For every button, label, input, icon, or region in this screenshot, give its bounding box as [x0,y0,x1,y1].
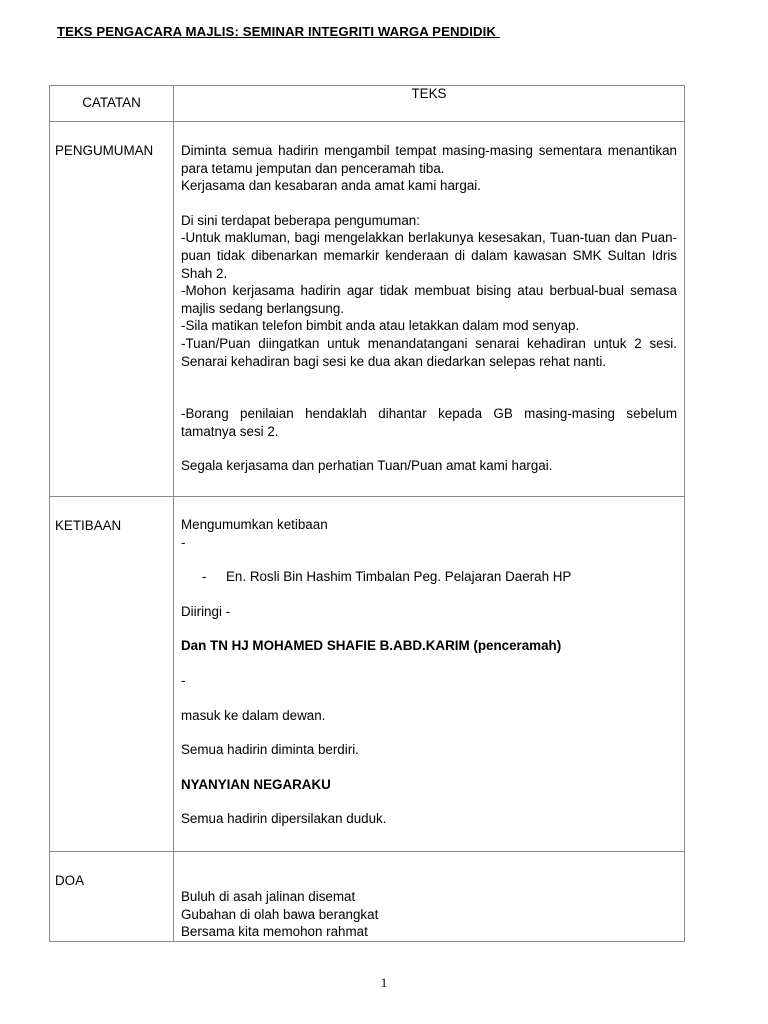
page-number: 1 [380,975,388,990]
pengumuman-paragraph-7: -Tuan/Puan diingatkan untuk menandatangani senarai kehadiran untuk 2 sesi. Senarai kehadiran bagi sesi ke dua akan diedarkan selepas rehat nanti. [181,335,677,369]
pengumuman-paragraph-5: -Mohon kerjasama hadirin agar tidak membuat bising atau berbual-bual semasa majlis sedang berlangsung. [181,283,677,316]
doa-line-3: Bersama kita memohon rahmat [181,924,368,940]
content-pengumuman [174,122,685,497]
pengumuman-paragraph-4: -Untuk makluman, bagi mengelakkan berlakunya kesesakan, Tuan-tuan dan Puan-puan tidak dibenarkan memarkir kenderaan di dalam kawasan SMK Sultan Idris Shah 2. [181,230,677,281]
ketibaan-line-9: NYANYIAN NEGARAKU [181,776,331,792]
table-row-pengumuman [50,122,685,497]
label-pengumuman: PENGUMUMAN [50,122,174,497]
ketibaan-line-1: Mengumumkan ketibaan [181,517,328,532]
doa-line-1: Buluh di asah jalinan disemat [181,889,356,904]
label-doa: DOA [50,852,174,942]
ketibaan-line-6: - [181,672,186,688]
ketibaan-line-3: En. Rosli Bin Hashim Timbalan Peg. Pelajaran Daerah HP [226,569,572,585]
pengumuman-paragraph-9: Segala kerjasama dan perhatian Tuan/Puan amat kami hargai. [181,458,553,474]
table-row-doa [50,852,685,942]
table-header-row [50,86,685,122]
ketibaan-bullet-line [181,568,677,586]
document-title: TEKS PENGACARA MAJLIS: SEMINAR INTEGRITI WARGA PENDIDIK [57,24,500,39]
ketibaan-line-8: Semua hadirin diminta berdiri. [181,742,359,758]
ketibaan-line-5: Dan TN HJ MOHAMED SHAFIE B.ABD.KARIM (penceramah) [181,638,562,654]
pengumuman-paragraph-3: Di sini terdapat beberapa pengumuman: [181,212,420,228]
content-doa [174,852,685,942]
ketibaan-line-7: masuk ke dalam dewan. [181,707,326,723]
script-table [49,85,685,942]
pengumuman-paragraph-1: Diminta semua hadirin mengambil tempat masing-masing sementara menantikan para tetamu jemputan dan penceramah tiba. [181,143,677,176]
pengumuman-paragraph-8: -Borang penilaian hendaklah dihantar kepada GB masing-masing sebelum tamatnya sesi 2. [181,406,677,439]
header-teks: TEKS [174,86,685,122]
ketibaan-line-4: Diiringi - [181,603,231,619]
header-catatan: CATATAN [50,86,174,122]
pengumuman-paragraph-6: -Sila matikan telefon bimbit anda atau letakkan dalam mod senyap. [181,318,580,334]
pengumuman-paragraph-2: Kerjasama dan kesabaran anda amat kami hargai. [181,178,481,194]
bullet-dash: - [202,569,207,585]
content-ketibaan [174,497,685,852]
doa-line-2: Gubahan di olah bawa berangkat [181,906,379,922]
ketibaan-line-2: - [181,534,186,550]
ketibaan-line-10: Semua hadirin dipersilakan duduk. [181,811,387,827]
label-ketibaan: KETIBAAN [50,497,174,852]
table-row-ketibaan [50,497,685,852]
